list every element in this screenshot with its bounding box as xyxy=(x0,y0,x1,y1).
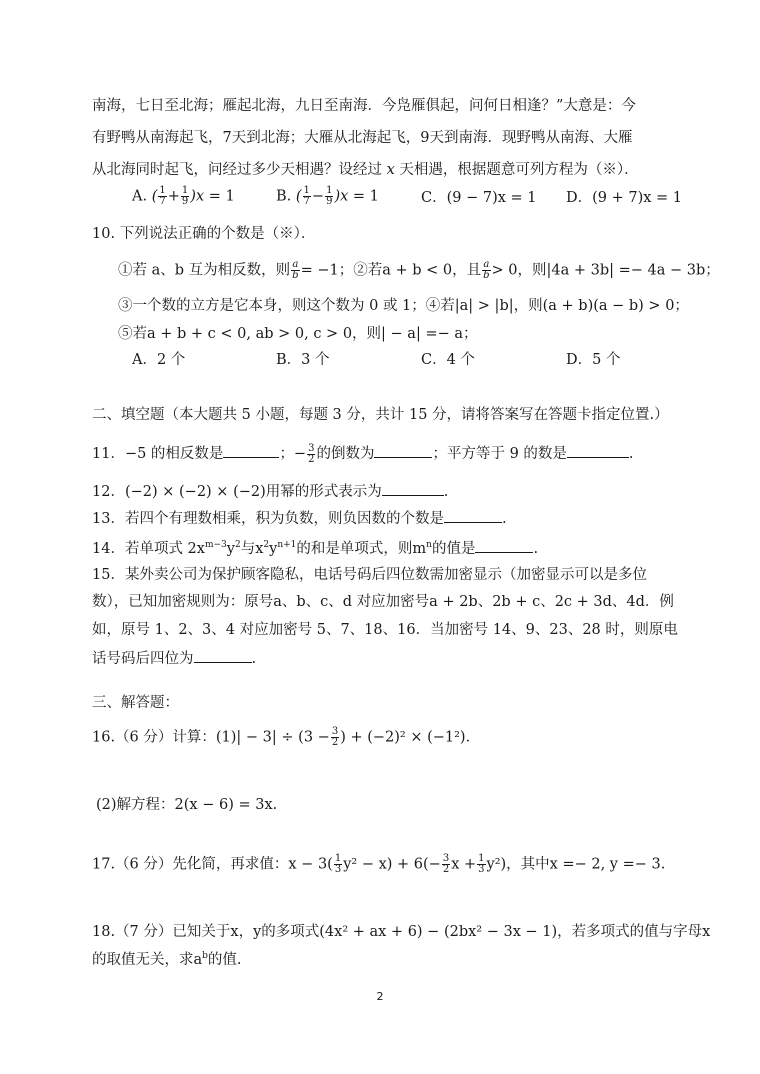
q9-option-a: A. ( $\frac{1}{7}$ + $\frac{1}{9}$ )x = 1 xyxy=(132,185,235,207)
q15-line1: 15．某外卖公司为保护顾客隐私，电话号码后四位数需加密显示（加密显示可以是多位 xyxy=(92,567,647,583)
answer-blank[interactable] xyxy=(194,648,252,663)
q13: 13．若四个有理数相乘，积为负数，则负因数的个数是 . xyxy=(92,508,507,529)
q9-option-c: C．(9 − 7)x = 1 xyxy=(421,190,537,206)
q9-line3: 从北海同时起飞，问经过多少天相遇？设经过 x 天相遇，根据题意可列方程为（※）． xyxy=(92,162,639,178)
q10-line2: ③一个数的立方是它本身，则这个数为 0 或 1；④若|a| > |b|，则(a + b)(a − b) > 0； xyxy=(118,298,689,314)
page-number: 2 xyxy=(376,990,384,1003)
q14: 14．若单项式 $2x^{m-3}y^2$与$x^2y^{n+1}$的和是单项式，则$m^n$的值是 . xyxy=(92,535,538,559)
answer-blank[interactable] xyxy=(475,538,533,553)
q10-line3: ⑤若a + b + c < 0, ab > 0, c > 0，则| − a| =− a； xyxy=(118,326,478,342)
q16-part2: (2)解方程：2(x − 6) = 3x. xyxy=(96,797,278,813)
q16-part1: 16.（6 分）计算：(1)| − 3| ÷ (3 − $\frac{3}{2}$ ) + (−2)² × (−1²)． xyxy=(92,726,481,748)
q12: 12．(−2) × (−2) × (−2)用幂的形式表示为 . xyxy=(92,481,448,502)
q11: 11．−5 的相反数是 ；− $\frac{3}{2}$ 的倒数为 ；平方等于 9 的数是 . xyxy=(92,442,634,465)
q15-line3: 如，原号 1、2、3、4 对应加密号 5、7、18、16．当加密号 14、9、23、28 时，则原电 xyxy=(92,622,678,638)
answer-blank[interactable] xyxy=(223,443,279,458)
answer-blank[interactable] xyxy=(382,481,444,496)
q10-option-b: B．3 个 xyxy=(276,352,330,368)
q10-option-c: C．4 个 xyxy=(421,352,475,368)
q17: 17.（6 分）先化简，再求值：x − 3( $\frac{1}{3}$ y² − x) + 6(− $\frac{3}{2}$ x + $\frac{1}{3}$ y²)，其中x =− 2, y =− 3. xyxy=(92,853,666,875)
q9-line2: 有野鸭从南海起飞，7天到北海；大雁从北海起飞，9天到南海．现野鸭从南海、大雁 xyxy=(92,130,633,146)
answer-blank[interactable] xyxy=(444,508,502,523)
q18-line2: 的取值无关，求$a^b$的值. xyxy=(92,951,242,968)
q18-line1: 18.（7 分）已知关于x，y的多项式(4x² + ax + 6) − (2bx² − 3x − 1)，若多项式的值与字母x xyxy=(92,924,711,940)
q15-line4: 话号码后四位为 . xyxy=(92,648,256,669)
answer-blank[interactable] xyxy=(567,443,629,458)
q15-line2: 数），已知加密规则为：原号a、b、c、d 对应加密号a + 2b、2b + c、2c + 3d、4d．例 xyxy=(92,594,674,610)
q9-option-d: D．(9 + 7)x = 1 xyxy=(566,190,683,206)
section2-heading: 二、填空题（本大题共 5 小题，每题 3 分，共计 15 分，请将答案写在答题卡指定位置.） xyxy=(92,407,669,423)
q10-stem: 10. 下列说法正确的个数是（※）． xyxy=(92,226,316,242)
q10-option-d: D．5 个 xyxy=(566,352,621,368)
answer-blank[interactable] xyxy=(374,443,432,458)
q9-line1: 南海，七日至北海；雁起北海，九日至南海．今凫雁俱起，问何日相逢？”大意是：今 xyxy=(92,98,636,114)
section3-heading: 三、解答题： xyxy=(92,695,179,711)
q9-option-b: B. ( $\frac{1}{7}$ − $\frac{1}{9}$ )x = 1 xyxy=(276,185,379,207)
q10-line1: ①若 a、b 互为相反数，则 $\frac{a}{b}$ = −1；②若a + b < 0，且 $\frac{a}{b}$ > 0，则|4a + 3b| =− 4a − 3b； xyxy=(118,259,720,281)
q10-option-a: A．2 个 xyxy=(132,352,186,368)
